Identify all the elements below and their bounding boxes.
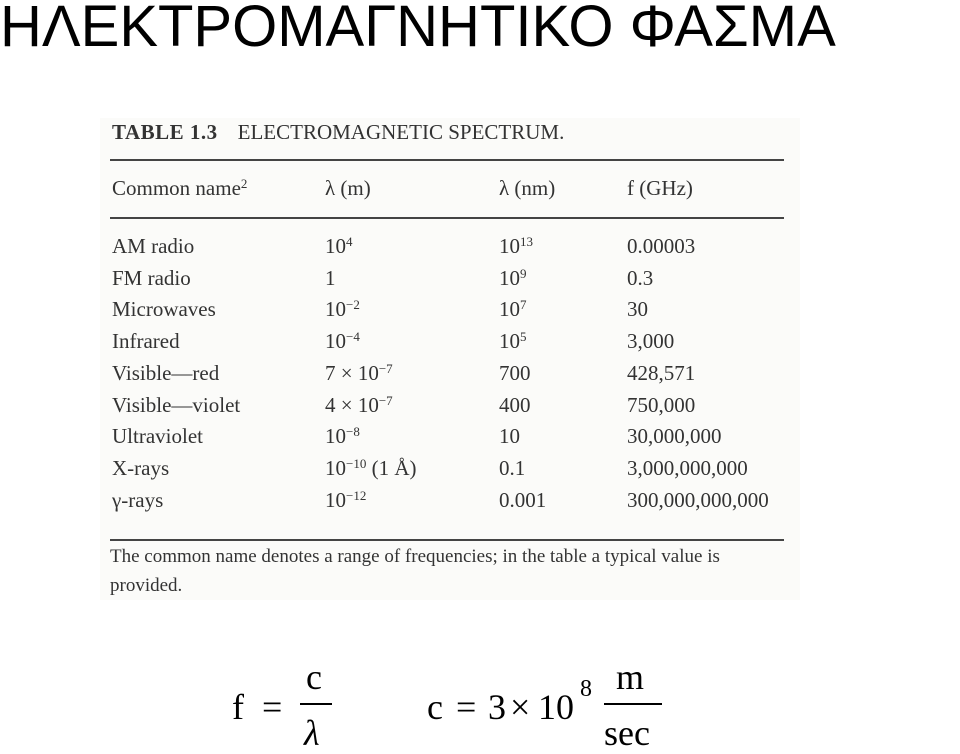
cell-frequency-ghz: 428,571	[627, 360, 696, 385]
cell-wavelength-nm: 10	[499, 424, 520, 449]
cell-frequency-ghz: 30,000,000	[627, 424, 722, 449]
formula-c-fraction-bar	[604, 703, 662, 705]
cell-wavelength-m: $7 \times 10^{-7}$	[325, 360, 393, 385]
cell-wavelength-nm: $10^9$	[499, 265, 527, 290]
cell-wavelength-nm: $10^5$	[499, 328, 527, 354]
table-number: TABLE 1.3	[112, 120, 218, 144]
cell-common-name: X-rays	[112, 455, 170, 480]
formula-f-numerator: c	[306, 657, 322, 697]
formula-f-equals: =	[262, 687, 283, 727]
table-row	[100, 234, 800, 266]
cell-common-name: Ultraviolet	[112, 424, 203, 449]
cell-wavelength-nm: 400	[499, 392, 531, 417]
header-lambda-nm: λ (nm)	[499, 176, 556, 200]
cell-wavelength-m: $10^4$	[325, 233, 353, 258]
header-footnote-mark: 2	[240, 175, 248, 191]
formula-c-times: ×	[510, 687, 531, 727]
cell-common-name: AM radio	[112, 234, 195, 258]
cell-frequency-ghz: 3,000,000,000	[627, 455, 748, 480]
table-top-rule	[110, 159, 784, 161]
cell-wavelength-nm: 0.001	[499, 487, 547, 512]
table-row	[100, 361, 800, 393]
table-row	[100, 424, 800, 456]
cell-frequency-ghz: 750,000	[627, 392, 696, 417]
cell-wavelength-m: $10^{-12}$	[325, 487, 367, 512]
table-row	[100, 297, 800, 329]
cell-wavelength-m: $4 \times 10^{-7}$	[325, 392, 393, 417]
table-heading	[112, 120, 564, 145]
formula-c-exponent: 8	[580, 676, 592, 702]
formula-f-denominator: λ	[304, 713, 320, 753]
table-row	[100, 266, 800, 298]
formula-c-coefficient: 3	[488, 687, 506, 727]
table-row	[100, 488, 800, 520]
cell-wavelength-nm: 700	[499, 360, 531, 385]
cell-wavelength-m: $10^{-8}$	[325, 424, 360, 449]
formula-c-base: 10	[538, 687, 574, 727]
header-common-name: Common name$^2$	[112, 175, 248, 200]
cell-frequency-ghz: 0.00003	[627, 234, 696, 258]
cell-frequency-ghz: 30	[627, 297, 648, 322]
formula-c-lhs: c	[427, 687, 443, 727]
cell-wavelength-nm: $10^{13}$	[499, 233, 534, 258]
formula-c-equals: =	[456, 687, 477, 727]
table-row	[100, 329, 800, 361]
slide-title: ΗΛΕΚΤΡΟΜΑΓΝΗΤΙΚΟ ΦΑΣΜΑ	[0, 0, 836, 59]
cell-frequency-ghz: 300,000,000,000	[627, 487, 769, 512]
formula-f-lhs: f	[232, 687, 244, 727]
table-title: ELECTROMAGNETIC SPECTRUM.	[237, 120, 565, 144]
scanned-table-image	[100, 118, 800, 600]
cell-common-name: Microwaves	[112, 297, 216, 322]
cell-wavelength-m: $10^{-2}$	[325, 297, 360, 322]
cell-frequency-ghz: 0.3	[627, 265, 654, 290]
cell-common-name: Infrared	[112, 329, 180, 354]
formula-f-fraction-bar	[300, 703, 332, 705]
cell-common-name: Visible—violet	[112, 392, 241, 417]
header-frequency: f (GHz)	[627, 176, 693, 200]
table-header-rule	[110, 217, 784, 219]
cell-wavelength-m: $10^{-10}$ (1 Å)	[325, 455, 417, 480]
cell-wavelength-nm: $10^7$	[499, 297, 527, 322]
cell-wavelength-m: 1	[325, 265, 336, 290]
cell-frequency-ghz: 3,000	[627, 329, 675, 354]
cell-common-name: FM radio	[112, 265, 191, 290]
cell-common-name: γ-rays	[112, 487, 164, 512]
formula-c-numerator: m	[616, 657, 645, 697]
cell-common-name: Visible—red	[112, 360, 220, 385]
table-footnote: The common name denotes a range of frequencies; in the table a typical value is provided.	[110, 546, 720, 596]
cell-wavelength-nm: 0.1	[499, 455, 526, 480]
header-lambda-m: λ (m)	[325, 176, 371, 200]
table-row	[100, 393, 800, 425]
table-row	[100, 456, 800, 488]
cell-wavelength-m: $10^{-4}$	[325, 328, 360, 354]
table-bottom-rule	[110, 539, 784, 541]
formula-c-denominator: sec	[604, 713, 650, 753]
